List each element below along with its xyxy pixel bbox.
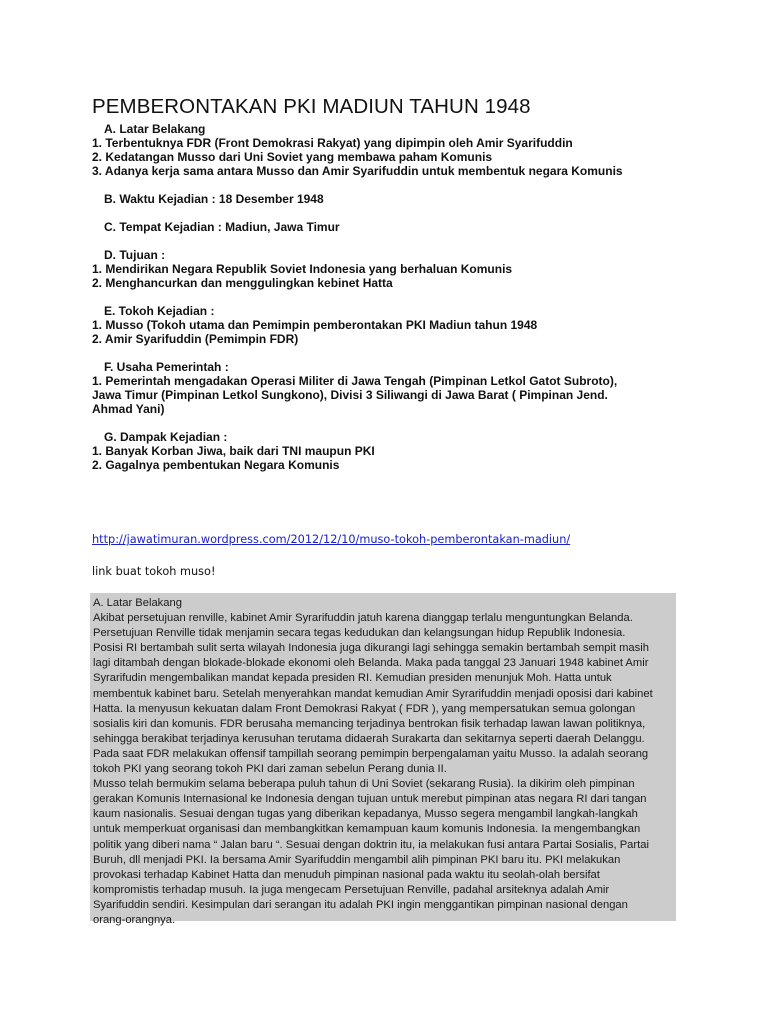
spacer — [92, 346, 692, 360]
quoted-text-line: Posisi RI bertambah sulit serta wilayah Indonesia juga dikurangi lagi sehingga semakin bertambah sempit masih — [93, 642, 649, 655]
section-f-item-1-cont: Jawa Timur (Pimpinan Letkol Sungkono), Divisi 3 Siliwangi di Jawa Barat ( Pimpinan Jend. — [92, 388, 608, 402]
section-a-heading: A. Latar Belakang — [104, 122, 206, 136]
section-a-item-2: 2. Kedatangan Musso dari Uni Soviet yang membawa paham Komunis — [92, 150, 493, 164]
section-d-heading: D. Tujuan : — [104, 248, 166, 262]
section-d-item-2: 2. Menghancurkan dan menggulingkan kebinet Hatta — [92, 276, 393, 290]
quoted-text-box — [90, 593, 676, 926]
quoted-text-heading: A. Latar Belakang — [93, 597, 182, 609]
quoted-text-line: Musso telah bermukim selama beberapa puluh tahun di Uni Soviet (sekarang Rusia). Ia dikirim oleh pimpinan — [93, 778, 635, 791]
spacer — [92, 178, 692, 192]
section-a-item-1: 1. Terbentuknya FDR (Front Demokrasi Rakyat) yang dipimpin oleh Amir Syarifuddin — [92, 136, 573, 150]
quoted-text-line: Syarifuddin sendiri. Kesimpulan dari serangan itu adalah PKI ingin menggantikan pimpinan nasional dengan — [93, 898, 628, 911]
section-b-heading: B. Waktu Kejadian : 18 Desember 1948 — [104, 192, 324, 206]
quoted-text-line: provokasi terhadap Kabinet Hatta dan menuduh pimpinan nasional pada waktu itu seolah-olah bersifat — [93, 868, 600, 881]
section-f-item-1: 1. Pemerintah mengadakan Operasi Militer di Jawa Tengah (Pimpinan Letkol Gatot Subroto), — [92, 374, 618, 388]
quoted-text-line: tokoh PKI yang seorang tokoh PKI dari zaman sebelun Perang dunia II. — [93, 763, 447, 776]
section-e-heading: E. Tokoh Kejadian : — [104, 304, 215, 318]
section-f-item-1-cont: Ahmad Yani) — [92, 402, 165, 416]
spacer — [92, 206, 692, 220]
section-e-item-2: 2. Amir Syarifuddin (Pemimpin FDR) — [92, 332, 299, 346]
quoted-text-line: sehingga berakibat terjadinya kerusuhan terutama didaerah Surakarta dan sekitarnya seperti daerah Delanggu. — [93, 732, 645, 745]
quoted-text-line: Syrarifudin mengembalikan mandat kepada presiden RI. Kemudian presiden menunjuk Moh. Hatta untuk — [93, 672, 612, 685]
section-g-item-1: 1. Banyak Korban Jiwa, baik dari TNI maupun PKI — [92, 444, 375, 458]
quoted-text-line: politik yang diberi nama “ Jalan baru “. Sesuai dengan doktrin itu, ia melakukan fusi antara Partai Sosialis, Partai — [93, 838, 649, 851]
quoted-text-line: gerakan Komunis Internasional ke Indonesia dengan tujuan untuk merebut pimpinan atas negara RI dari tangan — [93, 793, 647, 806]
quoted-text-line: kaum nasionalis. Sesuai dengan tugas yang diberikan kepadanya, Musso segera mengambil langkah-langkah — [93, 808, 638, 821]
quoted-text-line: orang-orangnya. — [93, 913, 176, 926]
section-g-item-2: 2. Gagalnya pembentukan Negara Komunis — [92, 458, 340, 472]
quoted-text-line: Buruh, dll menjadi PKI. Ia bersama Amir Syarifuddin mengambil alih pimpinan PKI baru itu. PKI melakukan — [93, 853, 621, 866]
section-f-heading: F. Usaha Pemerintah : — [104, 360, 229, 374]
section-g-heading: G. Dampak Kejadian : — [104, 430, 228, 444]
quoted-text-line: Hatta. Ia menyusun kekuatan dalam Front Demokrasi Rakyat ( FDR ), yang mempersatukan semua golongan — [93, 702, 636, 715]
quoted-text-line: Akibat persetujuan renville, kabinet Amir Syrarifuddin jatuh karena dianggap terlalu menguntungkan Belanda. — [93, 612, 633, 625]
section-d-item-1: 1. Mendirikan Negara Republik Soviet Indonesia yang berhaluan Komunis — [92, 262, 513, 276]
quoted-text-line: sosialis kiri dan komunis. FDR berusaha memancing terjadinya bentrokan fisik terhadap lawan lawan politiknya, — [93, 717, 646, 730]
section-e-item-1: 1. Musso (Tokoh utama dan Pemimpin pemberontakan PKI Madiun tahun 1948 — [92, 318, 538, 332]
spacer — [92, 290, 692, 304]
source-link[interactable]: http://jawatimuran.wordpress.com/2012/12/10/muso-tokoh-pemberontakan-madiun/ — [92, 533, 571, 546]
spacer — [92, 416, 692, 430]
section-c-heading: C. Tempat Kejadian : Madiun, Jawa Timur — [104, 220, 340, 234]
section-a-item-3: 3. Adanya kerja sama antara Musso dan Amir Syarifuddin untuk membentuk negara Komunis — [92, 164, 623, 178]
document-body — [92, 122, 692, 472]
quoted-text-line: Pada saat FDR melakukan offensif tampillah seorang pemimpin berpengalaman yaitu Musso. Ia adalah seorang — [93, 747, 649, 760]
quoted-text-line: Persetujuan Renville tidak menjamin secara tegas kedudukan dan kelangsungan hidup Republik Indonesia. — [93, 627, 626, 640]
document-title: PEMBERONTAKAN PKI MADIUN TAHUN 1948 — [92, 95, 531, 118]
quoted-text-line: membentuk kabinet baru. Setelah menyerahkan mandat kemudian Amir Syrarifuddin menjadi oposisi dari kabinet — [93, 687, 653, 700]
quoted-text-line: kompromistis terhadap musuh. Ia juga mengecam Persetujuan Renville, padahal arsiteknya adalah Amir — [93, 883, 610, 896]
quoted-text-line: lagi ditambah dengan blokade-blokade ekonomi oleh Belanda. Maka pada tanggal 23 Januari 1948 kabinet Amir — [93, 657, 649, 670]
quoted-text-line: untuk memperkuat organisasi dan membangkitkan kemampuan kaum komunis Indonesia. Ia mengembangkan — [93, 823, 641, 836]
spacer — [92, 234, 692, 248]
quoted-text-lines — [93, 596, 653, 928]
link-note: link buat tokoh muso! — [92, 565, 216, 578]
